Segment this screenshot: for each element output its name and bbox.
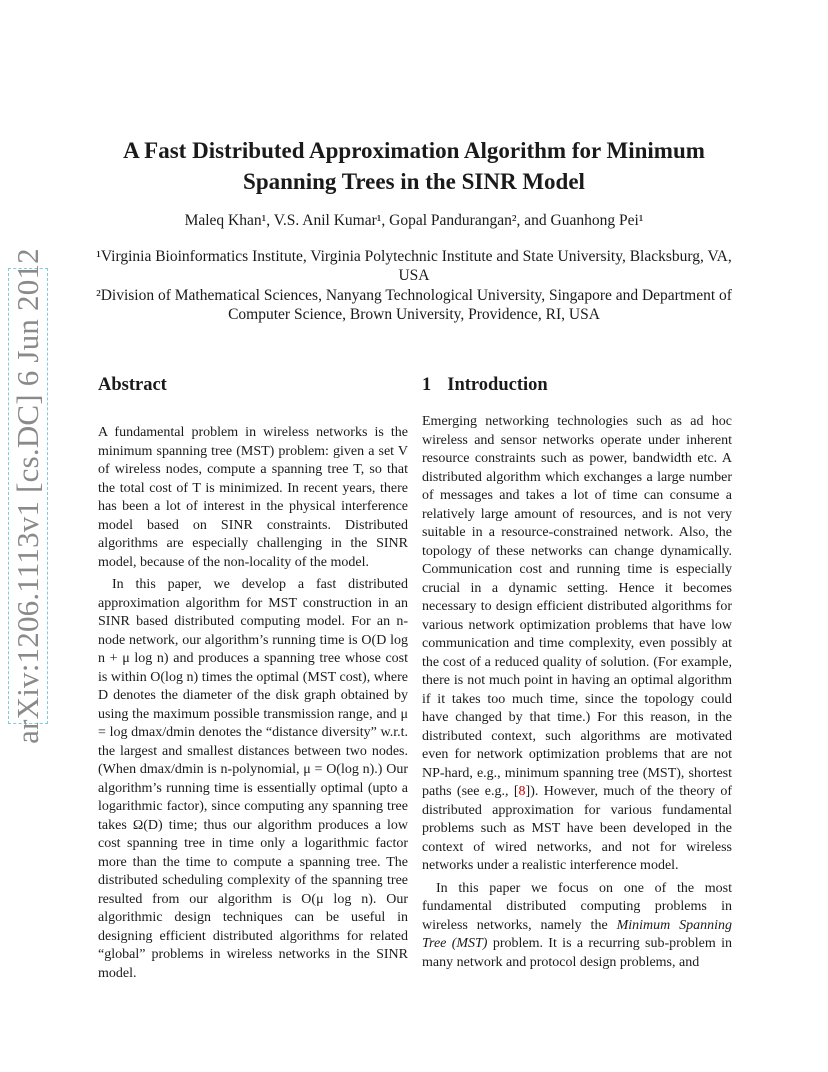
intro-paragraph: In this paper we focus on one of the most fundamental distributed computing problems in wireless networks, namely the Minimum Spanning Tree (MST) problem. It is a recurring sub-problem in many network and protocol design problems, and [422,880,732,970]
arxiv-identifier: arXiv:1206.1113v1 [cs.DC] 6 Jun 2012 [10,248,46,744]
affiliation-2: ²Division of Mathematical Sciences, Nanyang Technological University, Singapore and Department of Computer Science, Brown University, Providence, RI, USA [96,287,732,323]
abstract-body [98,424,408,983]
paper-title: A Fast Distributed Approximation Algorithm for Minimum Spanning Trees in the SINR Model [123,138,705,194]
affiliation-1: ¹Virginia Bioinformatics Institute, Virginia Polytechnic Institute and State University, Blacksburg, VA, USA [96,248,732,284]
author-list: Maleq Khan¹, V.S. Anil Kumar¹, Gopal Pandurangan², and Guanhong Pei¹ [184,212,644,229]
abstract-heading: Abstract [98,375,167,395]
section-title: Introduction [447,375,548,395]
emphasis-mst: Minimum Spanning Tree (MST) [422,917,732,951]
citation-link[interactable]: 8 [518,784,526,799]
section-number: 1 [422,375,432,395]
arxiv-stamp [8,248,48,744]
intro-paragraph: Emerging networking technologies such as ad hoc wireless and sensor networks operate under inherent resource constraints such as power, bandwidth etc. A distributed algorithm which exchanges a large number of messages and takes a lot of time can consume a relatively large amount of resources, and is not very suitable in a resource-constrained network. Also, the topology of these networks can change dynamically. Communication cost and running time is especially crucial in a dynamic setting. Hence it becomes necessary to design efficient distributed algorithms for various network optimization problems that have low communication and time complexity, even possibly at the cost of a reduced quality of solution. (For example, there is not much point in having an optimal algorithm if it takes too much time, since the topology could have changed by that time.) For this reason, in the distributed context, such algorithms are motivated even for network optimization problems that are not NP-hard, e.g., minimum spanning tree (MST), shortest paths (see e.g., [8]). However, much of the theory of distributed approximation for various fundamental problems such as MST have been developed in the context of wired networks, and not for wireless networks under a realistic interference model. [422,414,733,873]
abstract-paragraph: In this paper, we develop a fast distributed approximation algorithm for MST construction in an SINR based distributed computing model. For an n-node network, our algorithm’s running time is O(D log n + μ log n) and produces a spanning tree whose cost is within O(log n) times the optimal (MST cost), where D denotes the diameter of the disk graph obtained by using the maximum possible transmission range, and μ = log dmax/dmin denotes the “distance diversity” w.r.t. the largest and smallest distances between two nodes. (When dmax/dmin is n-polynomial, μ = O(log n).) Our algorithm’s running time is essentially optimal (upto a logarithmic factor), since computing any spanning tree takes Ω(D) time; thus our algorithm produces a low cost spanning tree in time only a logarithmic factor more than the time to compute a spanning tree. The distributed scheduling complexity of the spanning tree resulted from our algorithm is O(μ log n). Our algorithmic design techniques can be useful in designing efficient distributed algorithms for related “global” problems in wireless networks in the SINR model. [98,577,408,981]
introduction-heading [422,374,548,396]
abstract-paragraph: A fundamental problem in wireless networks is the minimum spanning tree (MST) problem: given a set V of wireless nodes, compute a spanning tree T, so that the total cost of T is minimized. In recent years, there has been a lot of interest in the physical interference model based on SINR constraints. Distributed algorithms are especially challenging in the SINR model, because of the non-locality of the model. [98,425,408,570]
introduction-body [422,413,732,972]
